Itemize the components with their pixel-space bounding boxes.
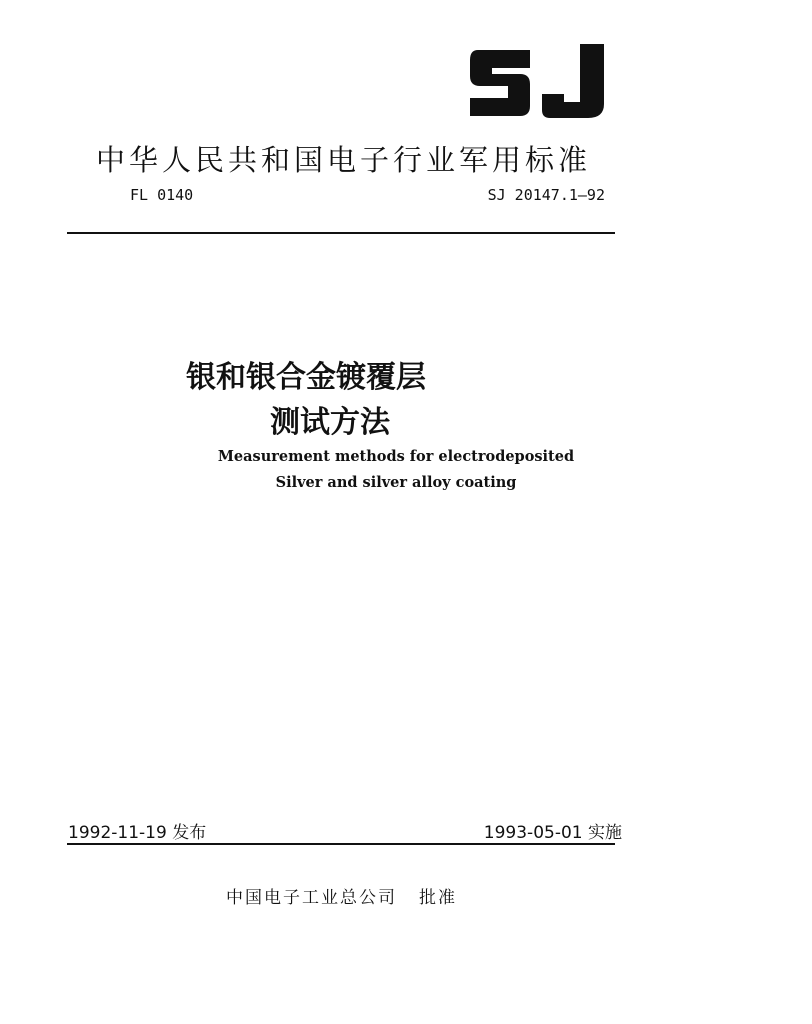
- title-en-line2: Silver and silver alloy coating: [275, 474, 517, 491]
- header-divider: [67, 232, 615, 234]
- standard-number: SJ 20147.1—92: [487, 186, 605, 204]
- classification-code: FL 0140: [130, 186, 194, 204]
- standard-title: 中华人民共和国电子行业军用标准: [96, 143, 592, 177]
- approver-name: 中国电子工业总公司: [226, 888, 397, 908]
- effective-date: 1993-05-01 实施: [483, 823, 622, 843]
- title-zh-line1: 银和银合金镀覆层: [186, 360, 426, 395]
- approval-line: [226, 883, 457, 908]
- sj-logo-mark: [468, 40, 612, 122]
- sj-logo: [468, 40, 612, 122]
- issue-date: 1992-11-19 发布: [68, 823, 207, 843]
- title-en-line1: Measurement methods for electrodeposited: [217, 448, 575, 465]
- footer-divider: [67, 843, 615, 845]
- title-zh-line2: 测试方法: [270, 405, 390, 440]
- approval-verb: 批准: [419, 888, 457, 908]
